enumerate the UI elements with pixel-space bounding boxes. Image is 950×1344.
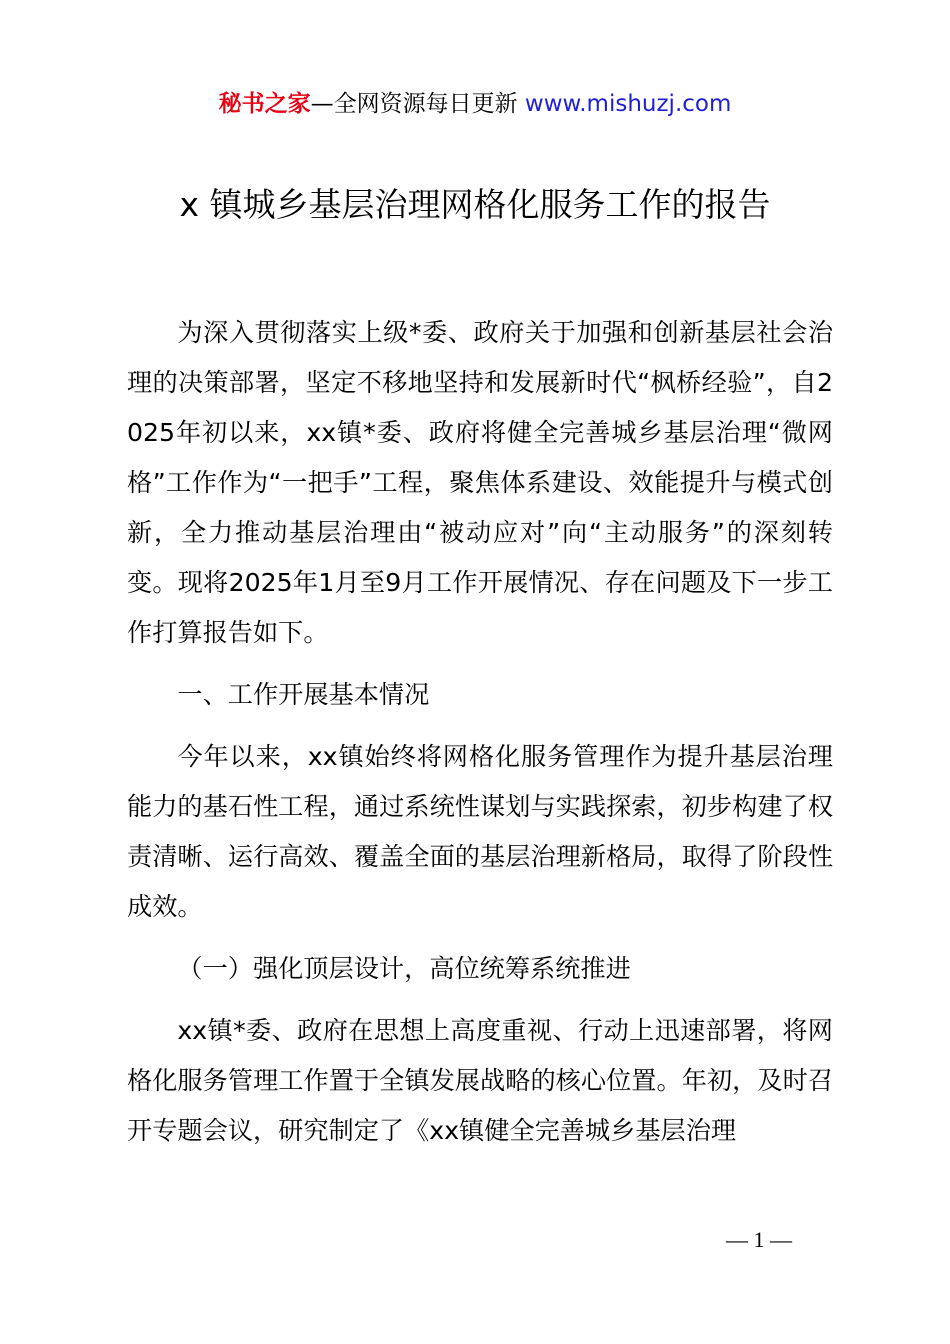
- paragraph-spacer: [127, 932, 833, 944]
- site-url-link[interactable]: www.mishuzj.com: [524, 91, 732, 117]
- slogan-text: —全网资源每日更新: [310, 91, 518, 117]
- paragraph-spacer: [127, 658, 833, 670]
- subsection-heading: （一）强化顶层设计，高位统筹系统推进: [177, 954, 631, 983]
- section-heading: 一、工作开展基本情况: [177, 680, 430, 709]
- brand-name: 秘书之家: [218, 91, 311, 117]
- intro-paragraph: 为深入贯彻落实上级*委、政府关于加强和创新基层社会治理的决策部署，坚定不移地坚持和发展新时代“枫桥经验”，自2025年初以来，xx镇*委、政府将健全完善城乡基层治理“微网格”工作作为“一把手”工程，聚焦体系建设、效能提升与模式创新，全力推动基层治理由“被动应对”向“主动服务”的深刻转变。现将2025年1月至9月工作开展情况、存在问题及下一步工作打算报告如下。: [127, 318, 833, 647]
- header-banner: [0, 86, 950, 122]
- document-body: [127, 308, 833, 1156]
- document-title: x 镇城乡基层治理网格化服务工作的报告: [179, 185, 771, 224]
- paragraph-spacer: [127, 720, 833, 732]
- section-paragraph: 今年以来，xx镇始终将网格化服务管理作为提升基层治理能力的基石性工程，通过系统性谋划与实践探索，初步构建了权责清晰、运行高效、覆盖全面的基层治理新格局，取得了阶段性成效。: [127, 742, 833, 921]
- paragraph-spacer: [127, 994, 833, 1006]
- subsection-paragraph: xx镇*委、政府在思想上高度重视、行动上迅速部署，将网格化服务管理工作置于全镇发展战略的核心位置。年初，及时召开专题会议，研究制定了《xx镇健全完善城乡基层治理: [127, 1016, 833, 1145]
- page-number: — 1 —: [726, 1227, 792, 1252]
